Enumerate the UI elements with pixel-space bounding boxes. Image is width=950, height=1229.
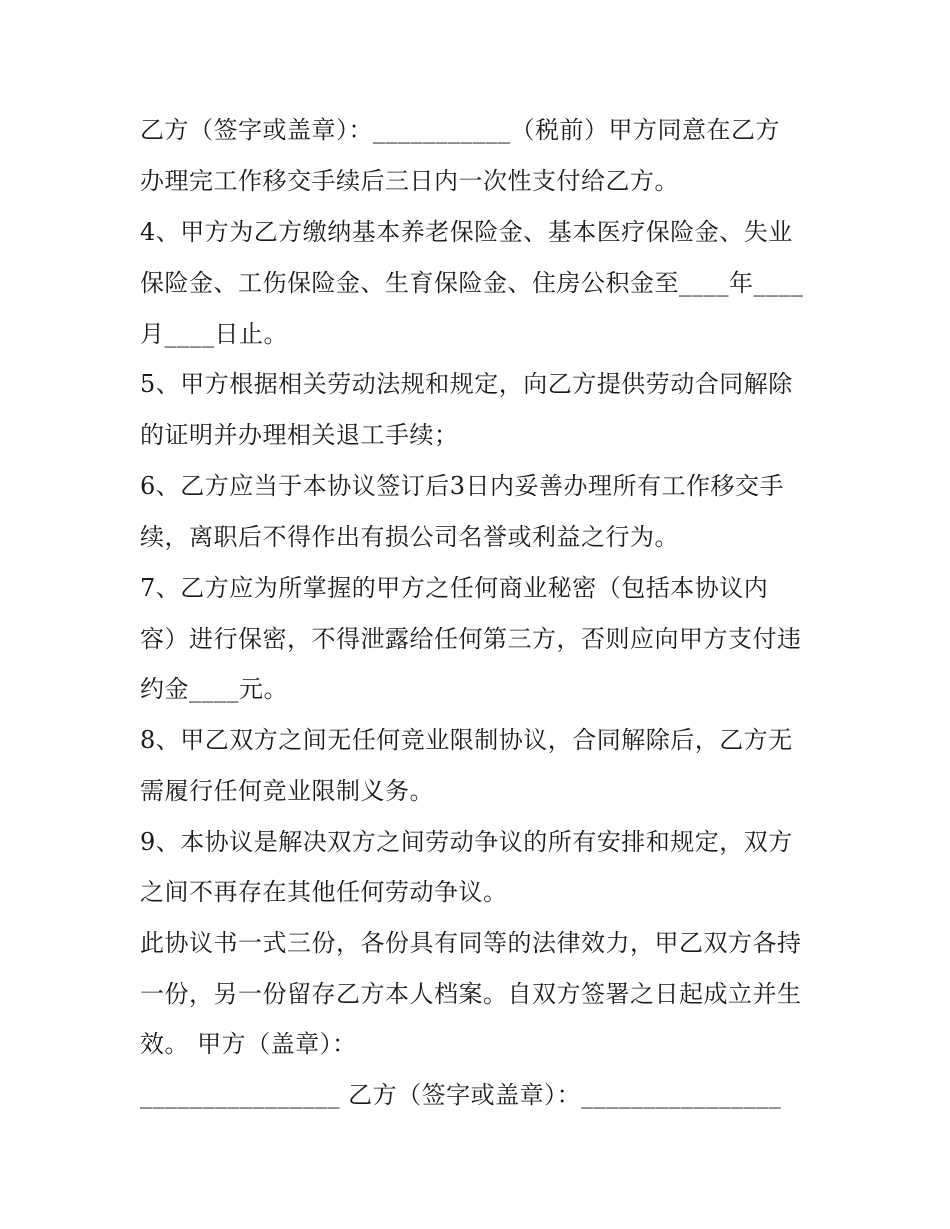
text-line: 此协议书一式三份，各份具有同等的法律效力，甲乙双方各持 [140, 929, 802, 957]
text-line: 9、本协议是解决双方之间劳动争议的所有安排和规定，双方 [140, 828, 793, 856]
text-line: 需履行任何竞业限制义务。 [140, 777, 434, 805]
text-line: 容）进行保密，不得泄露给任何第三方，否则应向甲方支付违 [140, 625, 802, 653]
text-line: 月____日止。 [140, 320, 288, 348]
text-line: 约金____元。 [140, 675, 288, 703]
text-line: 一份，另一份留存乙方本人档案。自双方签署之日起成立并生 [140, 980, 802, 1008]
text-line: 6、乙方应当于本协议签订后3日内妥善办理所有工作移交手 [140, 472, 785, 500]
text-line: 7、乙方应为所掌握的甲方之任何商业秘密（包括本协议内 [140, 574, 769, 602]
text-line: 之间不再存在其他任何劳动争议。 [140, 878, 508, 906]
text-line: 效。 甲方（盖章）： [140, 1030, 357, 1058]
signature-line: ________________ 乙方（签字或盖章）：________________ [140, 1081, 782, 1109]
text-line: 5、甲方根据相关劳动法规和规定，向乙方提供劳动合同解除 [140, 370, 793, 398]
text-line: 4、甲方为乙方缴纳基本养老保险金、基本医疗保险金、失业 [140, 218, 793, 246]
text-line: 保险金、工伤保险金、生育保险金、住房公积金至____年____ [140, 269, 804, 297]
text-line: 办理完工作移交手续后三日内一次性支付给乙方。 [140, 167, 679, 195]
text-line: 续，离职后不得作出有损公司名誉或利益之行为。 [140, 523, 679, 551]
text-line: 的证明并办理相关退工手续； [140, 421, 459, 449]
text-line: 乙方（签字或盖章）：___________（税前）甲方同意在乙方 [140, 116, 780, 144]
text-line: 8、甲乙双方之间无任何竞业限制协议，合同解除后，乙方无 [140, 726, 793, 754]
